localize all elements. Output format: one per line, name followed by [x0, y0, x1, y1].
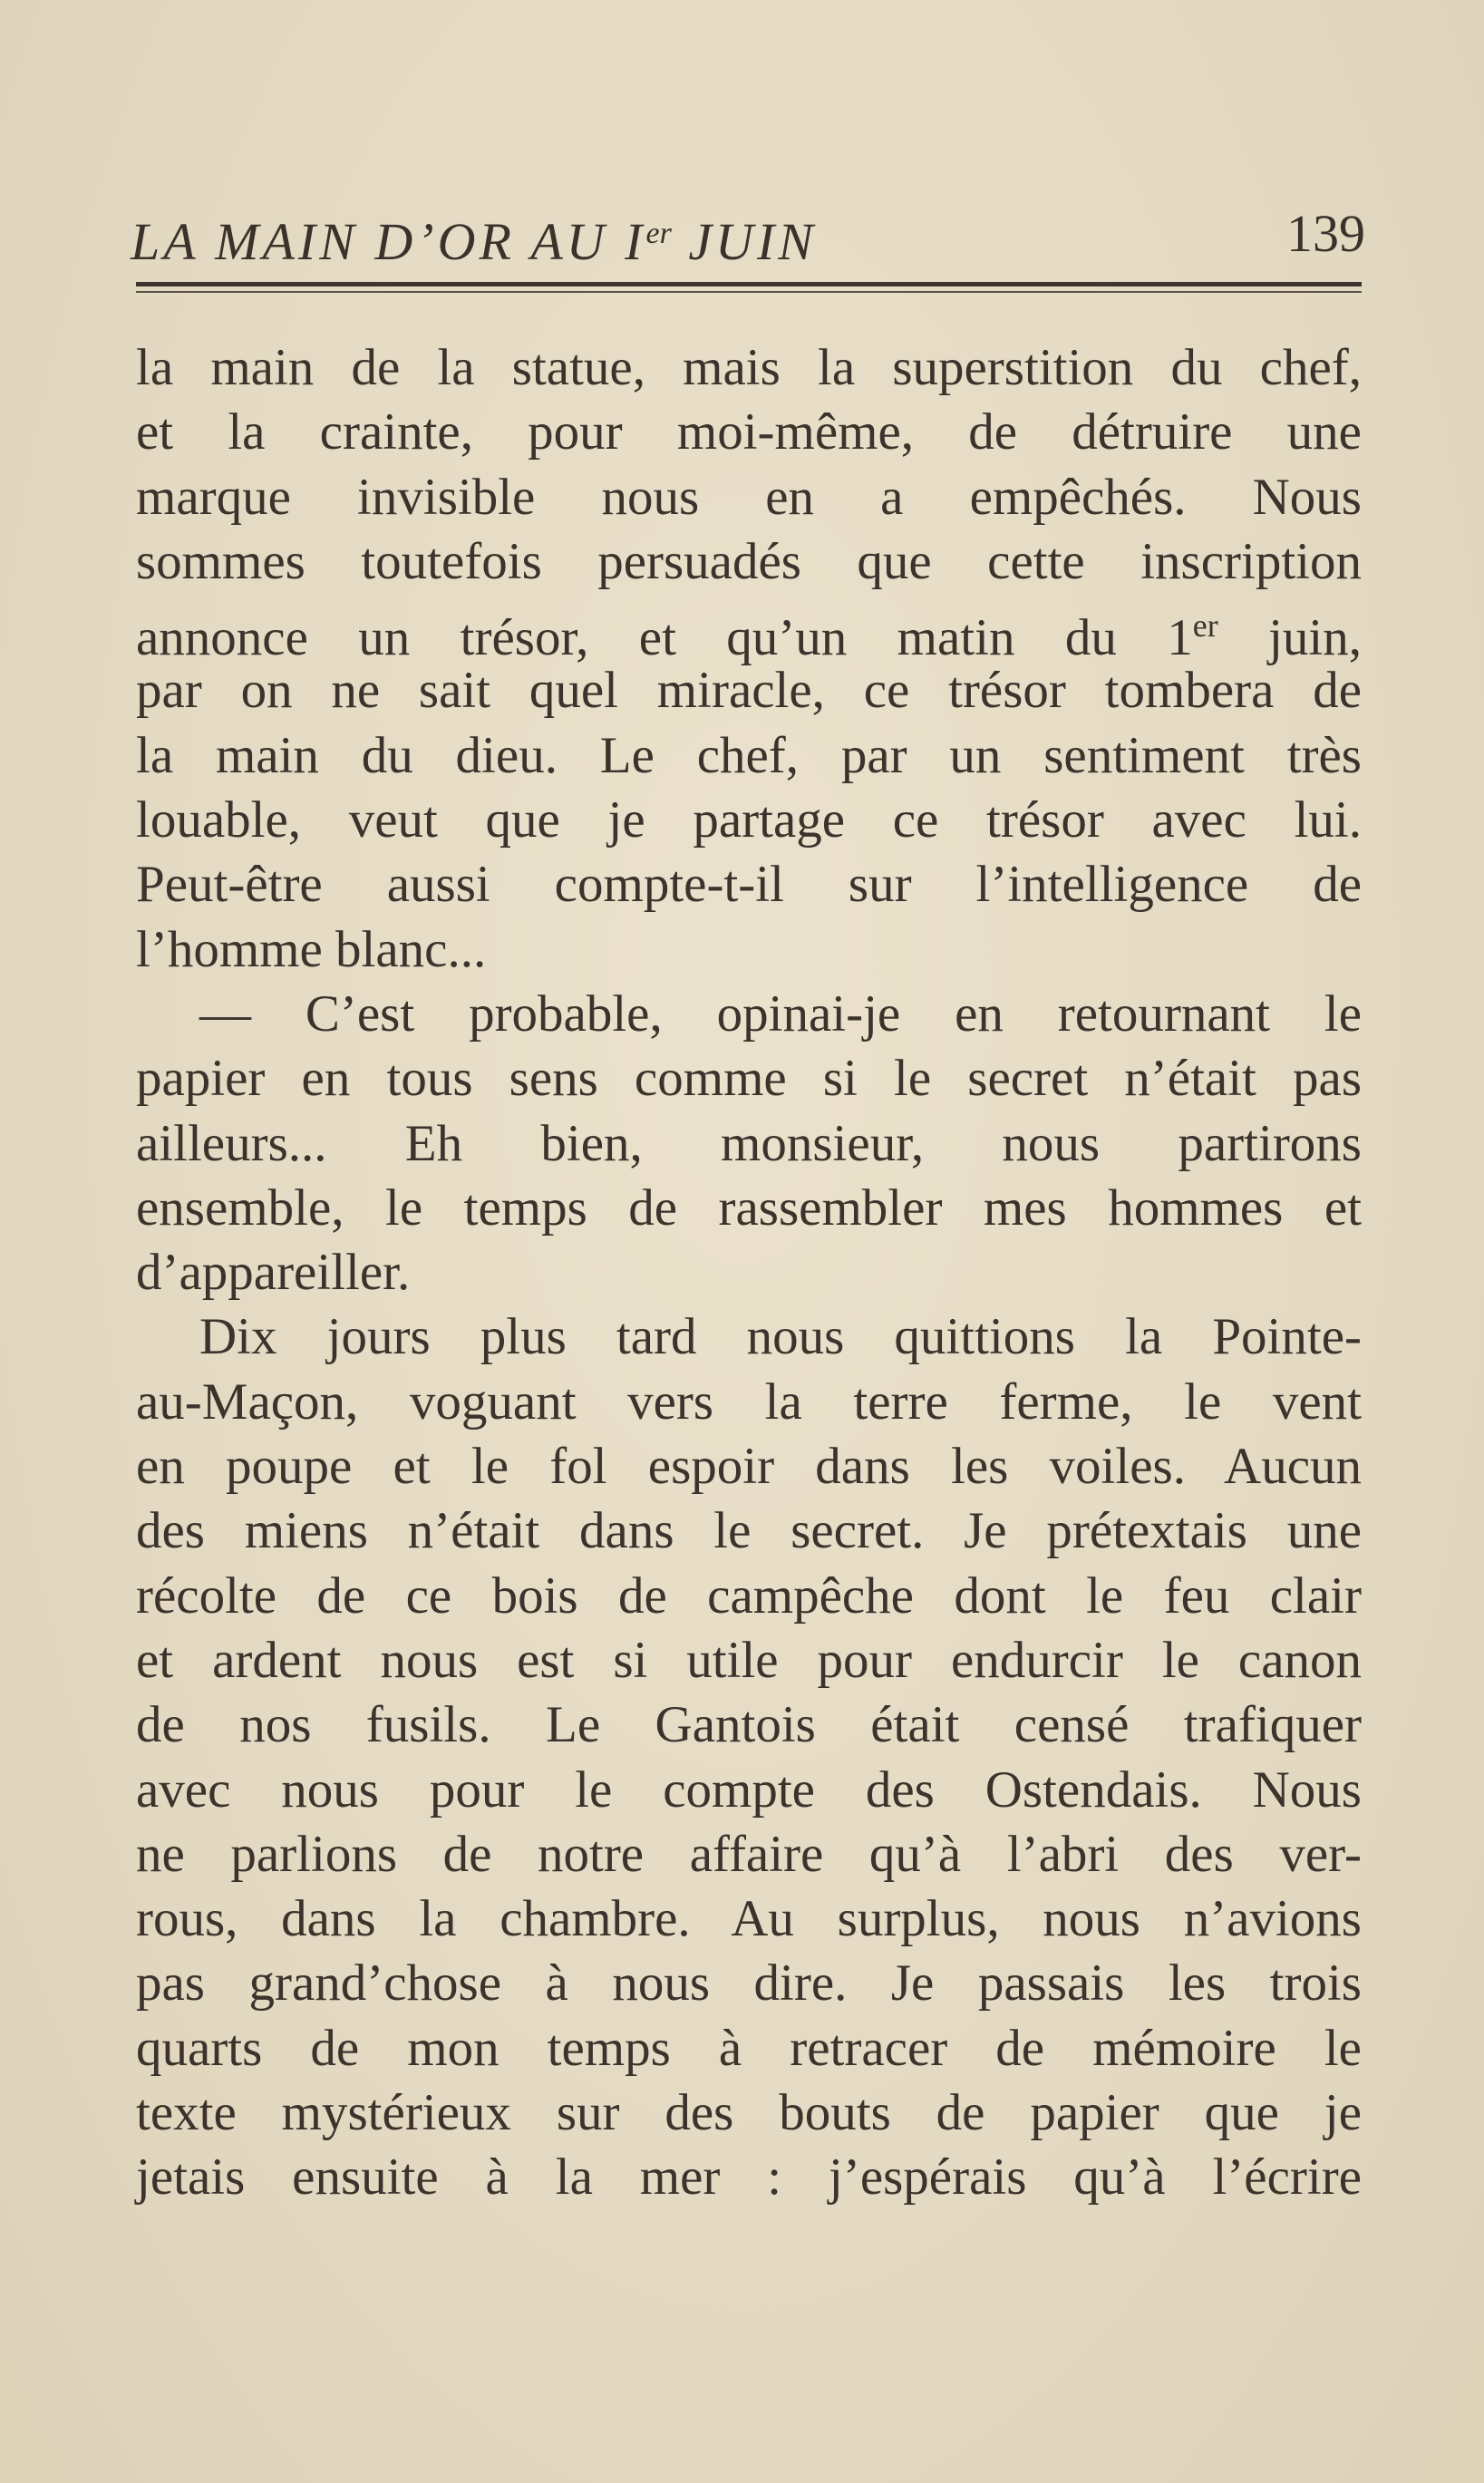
text-line: Dix jours plus tard nous quittions la Pointe-	[199, 1308, 1362, 1366]
text-line: — C’est probable, opinai-je en retournant le	[199, 984, 1362, 1043]
text-line: l’homme blanc...	[136, 920, 487, 978]
text-line: des miens n’était dans le secret. Je prétextais une	[136, 1502, 1362, 1560]
text-line: marque invisible nous en a empêchés. Nous	[136, 468, 1362, 526]
running-title-superscript: er	[645, 217, 672, 250]
text-line: en poupe et le fol espoir dans les voiles. Aucun	[136, 1438, 1362, 1496]
header-rule	[136, 282, 1362, 286]
text-line: d’appareiller.	[136, 1244, 411, 1302]
text-line: au-Maçon, voguant vers la terre ferme, le vent	[136, 1372, 1362, 1431]
text-line: récolte de ce bois de campêche dont le feu clair	[136, 1566, 1362, 1625]
text-line: rous, dans la chambre. Au surplus, nous n’avions	[136, 1890, 1362, 1948]
text-line-part: annonce un trésor, et qu’un matin du 1	[136, 609, 1193, 667]
text-line: et ardent nous est si utile pour endurcir le canon	[136, 1631, 1362, 1689]
text-line: et la crainte, pour moi-même, de détruire une	[136, 403, 1362, 461]
running-title	[131, 198, 817, 278]
text-line: ne parlions de notre affaire qu’à l’abri des ver-	[136, 1825, 1362, 1883]
text-line: papier en tous sens comme si le secret n’était pas	[136, 1050, 1362, 1108]
text-line: Peut-être aussi compte-t-il sur l’intelligence de	[136, 856, 1362, 914]
text-line: ensemble, le temps de rassembler mes hommes et	[136, 1178, 1362, 1237]
text-line	[136, 594, 1362, 667]
text-line: texte mystérieux sur des bouts de papier que je	[136, 2084, 1362, 2142]
text-line: avec nous pour le compte des Ostendais. Nous	[136, 1760, 1362, 1819]
page-header	[131, 198, 1365, 270]
text-line: louable, veut que je partage ce trésor avec lui.	[136, 791, 1362, 849]
text-line: la main du dieu. Le chef, par un sentiment très	[136, 726, 1362, 784]
text-line: ailleurs... Eh bien, monsieur, nous partirons	[136, 1114, 1362, 1172]
text-line: la main de la statue, mais la superstition du chef,	[136, 339, 1362, 396]
text-line: sommes toutefois persuadés que cette inscription	[136, 532, 1362, 590]
running-title-main: LA MAIN D’OR AU I	[131, 212, 646, 271]
text-line: par on ne sait quel miracle, ce trésor tombera de	[136, 662, 1362, 720]
ordinal-superscript: er	[1192, 607, 1218, 645]
text-line: de nos fusils. Le Gantois était censé trafiquer	[136, 1696, 1362, 1754]
header-rule-thin	[136, 291, 1362, 293]
page-number: 139	[1286, 204, 1365, 263]
body-text	[136, 335, 1362, 2210]
text-line: jetais ensuite à la mer : j’espérais qu’à l’écrire	[136, 2148, 1362, 2207]
text-line: pas grand’chose à nous dire. Je passais les trois	[136, 1954, 1362, 2013]
running-title-end: JUIN	[688, 212, 817, 271]
text-line: quarts de mon temps à retracer de mémoire le	[136, 2019, 1362, 2077]
text-line-part: juin,	[1217, 609, 1362, 667]
